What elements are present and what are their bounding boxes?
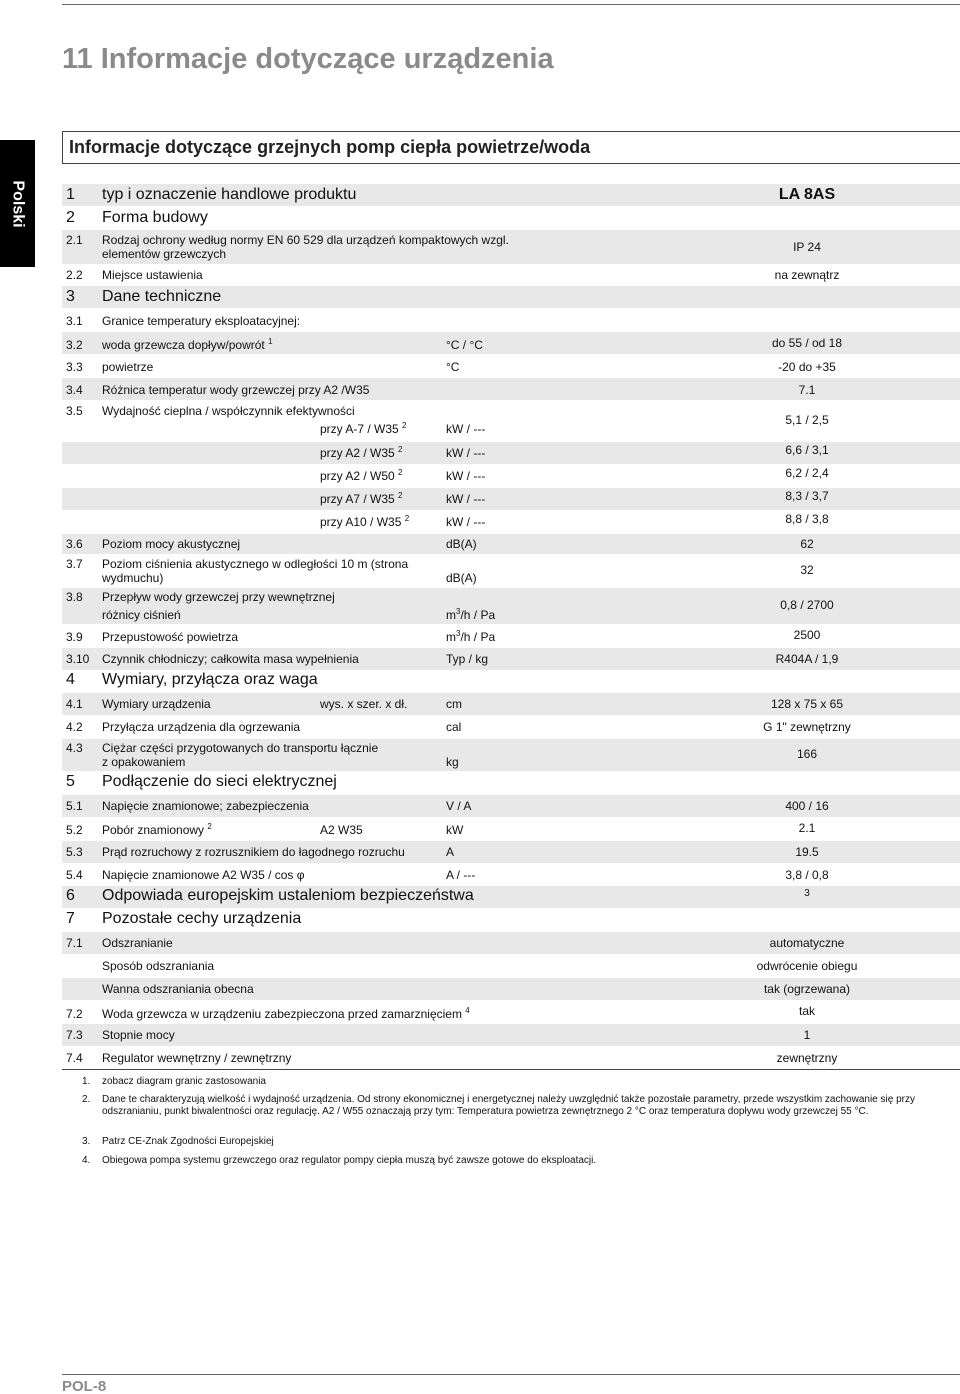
row-unit: °C (446, 360, 460, 374)
row-value: -20 do +35 (778, 360, 836, 374)
row-number: 3.1 (66, 314, 83, 328)
row-value: 2500 (793, 628, 821, 642)
row-label: Wymiary urządzenia (102, 697, 211, 711)
row-number: 7.4 (66, 1051, 83, 1065)
table-row (62, 670, 960, 692)
table-row (62, 932, 960, 954)
page-number: POL-8 (62, 1378, 107, 1394)
row-label: woda grzewcza dopływ/powrót $^1$ (102, 337, 273, 352)
row-label: Rodzaj ochrony według normy EN 60 529 dla urządzeń kompaktowych wzgl. elementów grzewczych (102, 233, 509, 261)
table-row (62, 184, 960, 206)
row-value: do 55 / od 18 (771, 336, 843, 350)
row-value: zewnętrzny (776, 1051, 838, 1065)
row-unit: kW (446, 823, 464, 837)
row-condition: przy A2 / W50 $^2$ (320, 468, 403, 483)
row-number: 3.4 (66, 383, 83, 397)
row-number: 3.10 (66, 652, 90, 666)
footnote-text: zobacz diagram granic zastosowania (102, 1076, 266, 1087)
row-unit: kg (446, 755, 459, 769)
row-value: 8,8 / 3,8 (785, 512, 829, 526)
row-value: 2.1 (798, 821, 816, 835)
section-header-box (62, 131, 960, 164)
row-label: Poziom ciśnienia akustycznego w odległości 10 m (strona wydmuchu) (102, 557, 409, 585)
footnote-number: 3. (82, 1136, 91, 1147)
row-number: 4.1 (66, 697, 83, 711)
row-label: z opakowaniem (102, 755, 186, 769)
table-row (62, 739, 960, 771)
bottom-rule (62, 1374, 960, 1375)
table-bottom-rule (62, 1069, 960, 1070)
row-number: 2.1 (66, 233, 83, 247)
row-value: 0,8 / 2700 (780, 598, 834, 612)
table-row (62, 207, 960, 229)
row-label: Przepustowość powietrza (102, 630, 239, 644)
table-row (62, 909, 960, 931)
row-unit: kW / --- (446, 422, 486, 436)
row-unit: A (446, 845, 455, 859)
row-value: 6,2 / 2,4 (785, 466, 829, 480)
row-label: Czynnik chłodniczy; całkowita masa wypełnienia (102, 652, 359, 666)
row-number: 3.8 (66, 590, 83, 604)
row-number: 5.2 (66, 823, 83, 837)
row-value: IP 24 (793, 240, 821, 254)
row-label: Napięcie znamionowe; zabezpieczenia (102, 799, 309, 813)
row-label: Wydajność cieplna / współczynnik efektywności (102, 404, 355, 418)
row-label: powietrze (102, 360, 154, 374)
row-number: 3.3 (66, 360, 83, 374)
row-number: 7 (66, 910, 75, 927)
row-condition: przy A-7 / W35 $^2$ (320, 421, 407, 436)
footnote (82, 1094, 938, 1118)
row-label: Przyłącza urządzenia dla ogrzewania (102, 720, 301, 734)
table-row (62, 511, 960, 533)
row-number: 1 (66, 186, 75, 203)
row-value: tak (798, 1004, 815, 1018)
table-row (62, 772, 960, 794)
table-row (62, 488, 960, 510)
row-value: G 1" zewnętrzny (763, 720, 851, 734)
language-tab-label: Polski (9, 179, 27, 228)
row-number: 5.1 (66, 799, 83, 813)
row-condition: przy A7 / W35 $^2$ (320, 491, 403, 506)
row-unit: cm (446, 697, 462, 711)
row-unit: kW / --- (446, 492, 486, 506)
row-number: 7.2 (66, 1007, 83, 1021)
row-number: 5.3 (66, 845, 83, 859)
table-row (62, 465, 960, 487)
row-unit: $m^3/h$ / Pa (446, 629, 496, 644)
row-unit: $m^3/h$ / Pa (446, 607, 496, 622)
row-value: LA 8AS (778, 186, 836, 203)
row-value: 5,1 / 2,5 (785, 413, 829, 427)
row-condition: przy A2 / W35 $^2$ (320, 445, 403, 460)
row-unit: V / A (446, 799, 472, 813)
row-condition: A2 W35 (320, 823, 363, 837)
row-label: Wanna odszraniania obecna (102, 982, 254, 996)
table-row (62, 693, 960, 715)
table-row (62, 864, 960, 886)
row-number: 3.6 (66, 537, 83, 551)
table-row (62, 625, 960, 647)
table-row (62, 648, 960, 670)
row-value: R404A / 1,9 (775, 652, 839, 666)
row-value: automatyczne (769, 936, 845, 950)
table-row (62, 332, 960, 354)
row-label: Odszranianie (102, 936, 173, 950)
row-value: 8,3 / 3,7 (785, 489, 829, 503)
top-rule (62, 4, 960, 5)
row-value: tak (ogrzewana) (763, 982, 851, 996)
row-number: 7.3 (66, 1028, 83, 1042)
row-value: 166 (796, 747, 818, 761)
row-number: 3.7 (66, 557, 83, 571)
row-value: 62 (800, 537, 814, 551)
row-number: 3.2 (66, 338, 83, 352)
table-row (62, 886, 960, 908)
row-label: Prąd rozruchowy z rozrusznikiem do łagodnego rozruchu (102, 845, 405, 859)
row-number: 4.2 (66, 720, 83, 734)
table-row (62, 286, 960, 308)
row-label: Napięcie znamionowe A2 W35 / cos φ (102, 868, 305, 882)
footnote (82, 1155, 938, 1167)
table-row (62, 555, 960, 587)
row-number: 3.9 (66, 630, 83, 644)
row-label: Regulator wewnętrzny / zewnętrzny (102, 1051, 292, 1065)
table-row (62, 230, 960, 264)
table-row (62, 309, 960, 331)
row-label: Podłączenie do sieci elektrycznej (102, 773, 337, 790)
table-row (62, 588, 960, 624)
table-row (62, 841, 960, 863)
footnote-text: Dane te charakteryzują wielkość i wydajność urządzenia. Od strony ekonomicznej i energetycznej należy uwzględnić także pozostałe parametry, przede wszystkim zachowanie się przy odszranianiu, punkt biwalentności oraz regulację. A2 / W55 oznaczają przy tym: Temperatura powietrza zewnętrznego 2 °C oraz temperatura dopływu wody grzewczej 55 °C. (102, 1094, 915, 1117)
row-number: 4.3 (66, 741, 83, 755)
table-row (62, 1047, 960, 1069)
row-number: 2.2 (66, 268, 83, 282)
row-label: Granice temperatury eksploatacyjnej: (102, 314, 301, 328)
row-number: 3 (66, 288, 75, 305)
footnote (82, 1076, 938, 1088)
row-value: 3,8 / 0,8 (785, 868, 829, 882)
row-value: 400 / 16 (785, 799, 829, 813)
table-row (62, 955, 960, 977)
row-condition: przy A10 / W35 $^2$ (320, 514, 410, 529)
footnote (82, 1136, 938, 1148)
footnote-text: Patrz CE-Znak Zgodności Europejskiej (102, 1136, 274, 1147)
row-label: Wymiary, przyłącza oraz waga (102, 671, 318, 688)
row-unit: cal (446, 720, 462, 734)
footnote-number: 2. (82, 1094, 91, 1105)
row-unit: kW / --- (446, 446, 486, 460)
row-value: odwrócenie obiegu (756, 959, 858, 973)
row-value: 7.1 (798, 383, 816, 397)
row-label: Odpowiada europejskim ustaleniom bezpieczeństwa (102, 887, 474, 904)
row-label: Poziom mocy akustycznej (102, 537, 241, 551)
row-number: 4 (66, 671, 75, 688)
row-unit: Typ / kg (446, 652, 489, 666)
table-row (62, 978, 960, 1000)
row-label: Różnica temperatur wody grzewczej przy A2 /W35 (102, 383, 370, 397)
row-label: Przepływ wody grzewczej przy wewnętrznej (102, 590, 335, 604)
table-row (62, 378, 960, 400)
row-value: 19.5 (795, 845, 819, 859)
row-value: 128 x 75 x 65 (770, 697, 844, 711)
row-unit: °C / °C (446, 338, 483, 352)
row-label: Dane techniczne (102, 288, 222, 305)
row-value: 6,6 / 3,1 (785, 443, 829, 457)
row-unit: dB(A) (446, 571, 477, 585)
row-condition: wys. x szer. x dł. (320, 697, 408, 711)
row-label: Pozostałe cechy urządzenia (102, 910, 302, 927)
table-row (62, 716, 960, 738)
table-row (62, 1024, 960, 1046)
table-row (62, 795, 960, 817)
footnote-text: Obiegowa pompa systemu grzewczego oraz regulator pompy ciepła muszą być zawsze gotowe do eksploatacji. (102, 1155, 597, 1166)
table-row (62, 401, 960, 441)
row-unit: kW / --- (446, 469, 486, 483)
phi-symbol: φ (296, 868, 305, 882)
row-number: 6 (66, 887, 75, 904)
row-value: 1 (803, 1028, 811, 1042)
table-row (62, 265, 960, 285)
row-label: Forma budowy (102, 209, 208, 226)
row-label: Ciężar części przygotowanych do transportu łącznie (102, 741, 379, 755)
footnote-number: 4. (82, 1155, 91, 1166)
table-row (62, 534, 960, 554)
row-number: 2 (66, 209, 75, 226)
row-unit: A / --- (446, 868, 476, 882)
table-row (62, 442, 960, 464)
row-label: różnicy ciśnień (102, 608, 181, 622)
row-number: 7.1 (66, 936, 83, 950)
row-label: typ i oznaczenie handlowe produktu (102, 186, 357, 203)
row-number: 3.5 (66, 404, 83, 418)
row-label: Sposób odszraniania (102, 959, 215, 973)
table-row (62, 818, 960, 840)
row-unit: dB(A) (446, 537, 477, 551)
row-number: 5.4 (66, 868, 83, 882)
row-unit: kW / --- (446, 515, 486, 529)
page-title: 11 Informacje dotyczące urządzenia (62, 43, 554, 75)
table-row (62, 1001, 960, 1023)
row-label: Woda grzewcza w urządzeniu zabezpieczona przed zamarznięciem $^4$ (102, 1006, 470, 1021)
row-label: Pobór znamionowy $^2$ (102, 822, 212, 837)
row-label: Miejsce ustawienia (102, 268, 203, 282)
language-tab (0, 140, 35, 267)
row-value: 3 (804, 888, 810, 899)
section-header: Informacje dotyczące grzejnych pomp ciepła powietrze/woda (69, 137, 591, 157)
row-number: 5 (66, 773, 75, 790)
footnote-number: 1. (82, 1076, 91, 1087)
table-row (62, 355, 960, 377)
row-value: na zewnątrz (774, 268, 840, 282)
row-value: 32 (800, 563, 814, 577)
row-label: Stopnie mocy (102, 1028, 175, 1042)
